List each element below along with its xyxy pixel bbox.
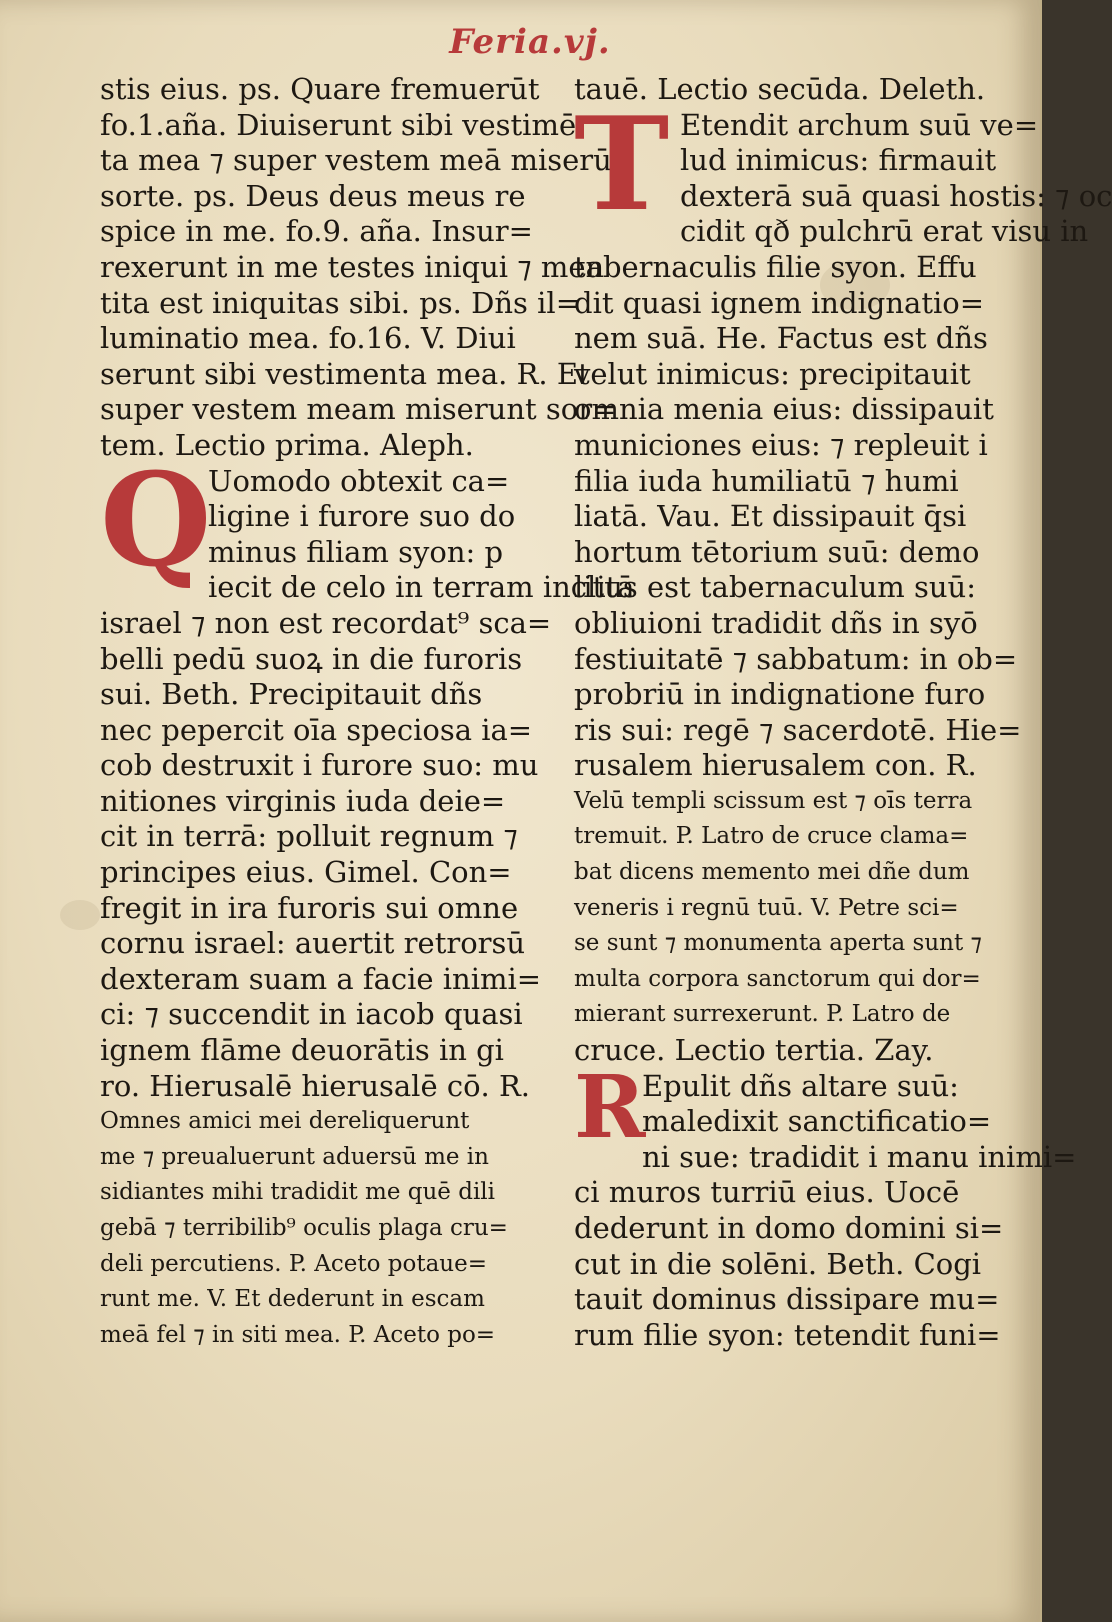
text-line: tem. Lectio prima. Aleph. (100, 427, 474, 462)
text-line: cornu israel: auertit retrorsū (100, 926, 526, 961)
drop-cap-t: T (574, 89, 670, 240)
text-line: meā fel ⁊ in siti mea. P. Aceto po= (100, 1321, 496, 1348)
running-header: Feria.vj. (449, 22, 611, 62)
right-lectio-tertia-line: cruce. Lectio tertia. Zay. (574, 1033, 934, 1068)
text-line: dexteram suam a facie inimi= (100, 961, 542, 996)
text-line: runt me. V. Et dederunt in escam (100, 1286, 485, 1313)
left-lines-top (100, 72, 624, 464)
text-line: fregit in ira furoris sui omne (100, 890, 519, 925)
drop-cap-lines (574, 1069, 1024, 1140)
text-line: deli percutiens. P. Aceto potaue= (100, 1250, 487, 1277)
right-lines (574, 214, 1089, 784)
text-line: veneris i regnū tuū. V. Petre sci= (574, 894, 959, 921)
text-line: litus est tabernaculum suū: (574, 570, 976, 605)
text-line: israel ⁊ non est recordat⁹ sca= (100, 605, 552, 640)
text-line: bat dicens memento mei dñe dum (574, 859, 970, 886)
right-responsory (574, 784, 1024, 1033)
text-line: tabernaculis filie syon. Effu (574, 249, 977, 284)
text-line: probriū in indignatione furo (574, 677, 986, 712)
text-line: mierant surrexerunt. P. Latro de (574, 1001, 951, 1028)
text-line: ligine i furore suo do (208, 499, 516, 534)
left-lines-middle (100, 570, 635, 1104)
drop-cap-q: Q (100, 445, 212, 596)
text-line: serunt sibi vestimenta mea. R. Et (100, 356, 590, 391)
text-line: cidit qð pulchrū erat visu in (680, 214, 1089, 249)
text-line: sidiantes mihi tradidit me quē dili (100, 1179, 496, 1206)
text-line: hortum tētorium suū: demo (574, 534, 980, 569)
left-column (100, 72, 635, 1353)
text-line: filia iuda humiliatū ⁊ humi (574, 463, 959, 498)
text-line: Etendit archum suū ve= (680, 107, 1039, 142)
text-line: rusalem hierusalem con. R. (574, 748, 977, 783)
text-line: rexerunt in me testes iniqui ⁊ men (100, 249, 605, 284)
text-line: velut inimicus: precipitauit (574, 356, 971, 391)
text-line: lud inimicus: firmauit (680, 143, 997, 178)
text-line: tita est iniquitas sibi. ps. Dñs il= (100, 285, 580, 320)
text-line: municiones eius: ⁊ repleuit i (574, 427, 988, 462)
text-line: super vestem meam miserunt sor= (100, 392, 617, 427)
text-line: stis eius. ps. Quare fremuerūt (100, 72, 540, 106)
text-line: ni sue: tradidit i manu inimi= (642, 1139, 1077, 1174)
text-line: Velū templi scissum est ⁊ oīs terra (574, 787, 973, 814)
text-line: ro. Hierusalē hierusalē cō. R. (100, 1068, 531, 1103)
text-line: nitiones virginis iuda deie= (100, 783, 506, 818)
text-line: multa corpora sanctorum qui dor= (574, 965, 981, 992)
text-line: gebā ⁊ terribilib⁹ oculis plaga cru= (100, 1215, 508, 1241)
text-line: minus filiam syon: p (208, 534, 504, 569)
text-line: spice in me. fo.9. aña. Insur= (100, 214, 533, 249)
text-line: belli pedū suoꝝ in die furoris (100, 641, 523, 676)
text-line: cob destruxit i furore suo: mu (100, 748, 539, 783)
text-line: dit quasi ignem indignatio= (574, 285, 985, 320)
right-column (574, 72, 1112, 1353)
text-line: sui. Beth. Precipitauit dñs (100, 677, 483, 712)
right-lines-bottom (574, 1139, 1077, 1354)
text-line: Uomodo obtexit ca= (208, 463, 510, 498)
text-line: ignem flāme deuorātis in gi (100, 1033, 504, 1068)
text-line: iecit de celo in terram inclitā (208, 570, 635, 605)
text-line: nec pepercit oīa speciosa ia= (100, 712, 533, 747)
text-line: tauit dominus dissipare mu= (574, 1282, 1000, 1317)
text-line: principes eius. Gimel. Con= (100, 855, 512, 890)
right-first-line: tauē. Lectio secūda. Deleth. (574, 72, 986, 106)
text-line: festiuitatē ⁊ sabbatum: in ob= (574, 641, 1018, 676)
text-line: ta mea ⁊ super vestem meā miserūt (100, 143, 624, 178)
lectio-tertia-block (574, 1056, 1024, 1158)
text-line: luminatio mea. fo.16. V. Diui (100, 321, 516, 356)
drop-cap-r: R (574, 1056, 646, 1158)
text-line: Omnes amici mei dereliquerunt (100, 1108, 470, 1135)
text-line: liatā. Vau. Et dissipauit q̄si (574, 499, 967, 534)
text-line: dederunt in domo domini si= (574, 1211, 1004, 1245)
text-line: dexterā suā quasi hostis: ⁊ oc (680, 178, 1112, 213)
text-line: obliuioni tradidit dñs in syō (574, 605, 978, 640)
text-line: maledixit sanctificatio= (642, 1104, 992, 1139)
left-responsory (100, 1104, 540, 1353)
text-line: omnia menia eius: dissipauit (574, 392, 994, 427)
text-line: fo.1.aña. Diuiserunt sibi vestimē (100, 107, 577, 142)
text-line: tremuit. P. Latro de cruce clama= (574, 823, 969, 850)
text-line: se sunt ⁊ monumenta aperta sunt ⁊ (574, 930, 982, 957)
text-line: me ⁊ preualuerunt aduersū me in (100, 1143, 489, 1170)
text-line: nem suā. He. Factus est dñs (574, 321, 988, 356)
text-line: sorte. ps. Deus deus meus re (100, 178, 526, 213)
text-line: ci: ⁊ succendit in iacob quasi (100, 997, 523, 1032)
text-line: cit in terrā: polluit regnum ⁊ (100, 819, 518, 854)
page-smudge (60, 900, 100, 930)
text-line: Epulit dñs altare suū: (642, 1068, 959, 1103)
text-line: cut in die solēni. Beth. Cogi (574, 1246, 982, 1281)
text-line: ris sui: regē ⁊ sacerdotē. Hie= (574, 712, 1022, 747)
text-line: rum filie syon: tetendit funi= (574, 1317, 1001, 1352)
text-line: ci muros turriū eius. Uocē (574, 1175, 960, 1210)
